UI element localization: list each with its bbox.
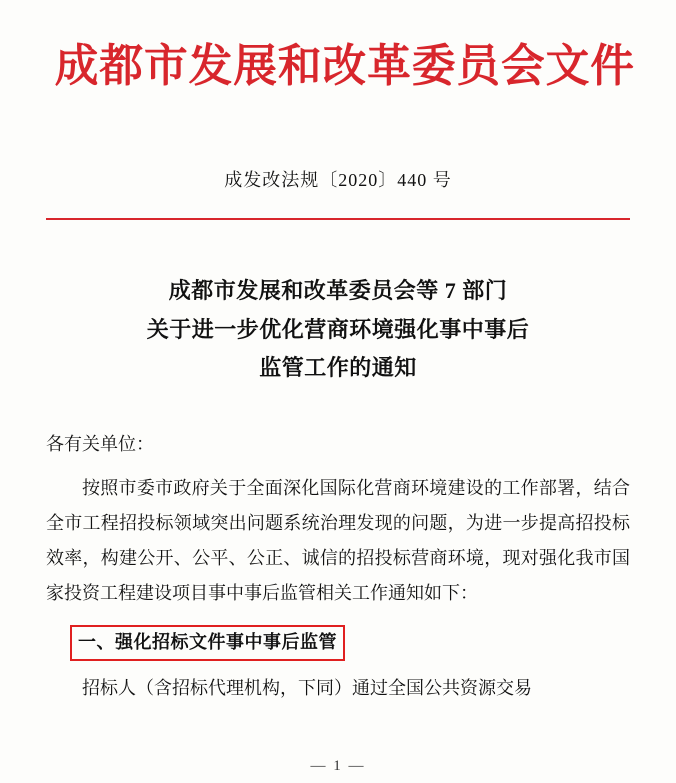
section-heading: 一、强化招标文件事中事后监管 — [70, 625, 345, 661]
salutation: 各有关单位： — [46, 433, 154, 454]
document-title-line-2: 关于进一步优化营商环境强化事中事后 — [146, 316, 530, 342]
document-title-line-3: 监管工作的通知 — [259, 355, 417, 381]
document-title — [46, 272, 630, 388]
document-number: 成发改法规〔2020〕440 号 — [224, 170, 452, 191]
document-title-line-1: 成都市发展和改革委员会等 7 部门 — [168, 278, 508, 304]
section-paragraph: 招标人（含招标代理机构，下同）通过全国公共资源交易 — [82, 677, 532, 698]
masthead — [46, 0, 635, 98]
masthead-title: 成都市发展和改革委员会文件 — [54, 41, 635, 91]
section-heading-wrapper — [46, 625, 630, 661]
red-horizontal-rule — [46, 218, 630, 220]
page-number-footer: — 1 — — [310, 758, 366, 774]
body-paragraph: 按照市委市政府关于全面深化国际化营商环境建设的工作部署，结合全市工程招投标领域突出问题系统治理发现的问题，为进一步提高招投标效率，构建公开、公平、公正、诚信的招投标营商环境，现对强化我市国家投资工程建设项目事中事后监管相关工作通知如下： — [46, 477, 630, 603]
